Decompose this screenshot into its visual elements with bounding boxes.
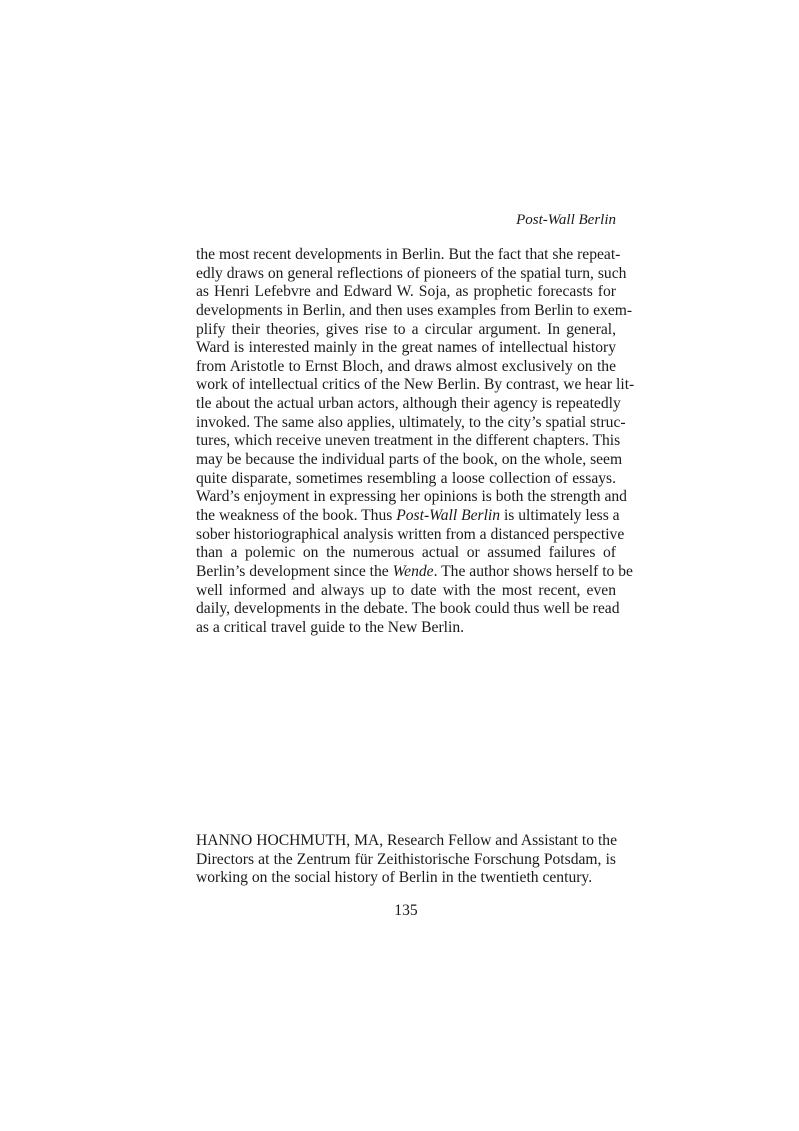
body-line [196,395,621,414]
body-line [196,339,616,358]
body-line-text: developments in Berlin, and then uses examples from Berlin to exem- [196,301,633,319]
body-line [196,544,616,563]
body-line [196,619,616,638]
body-line-text: edly draws on general reflections of pioneers of the spatial turn, such [196,264,627,282]
body-line [196,264,627,284]
body-line [196,321,616,340]
body-line-text: tures, which receive uneven treatment in the different chapters. This [196,432,621,450]
italic-title: Wende [392,562,434,580]
body-line-text: than a polemic on the numerous actual or assumed failures of [196,544,616,562]
body-line [196,525,625,545]
body-line [196,600,620,619]
body-line-text: as a critical travel guide to the New Berlin. [196,618,465,636]
body-line-text: is ultimately less a [500,506,620,524]
body-line-text: invoked. The same also applies, ultimately, to the city’s spatial struc- [196,413,626,431]
body-line-text: Berlin’s development since the [196,562,393,580]
body-line-text: . The author shows herself to be [433,562,633,580]
body-line [196,432,621,451]
body-line-text: the weakness of the book. Thus [196,506,397,524]
body-line-text: work of intellectual critics of the New Berlin. By contrast, we hear lit- [196,376,635,394]
bio-line: Directors at the Zentrum für Zeithistorische Forschung Potsdam, is [196,850,616,868]
body-line-text: Ward’s enjoyment in expressing her opinions is both the strength and [196,488,627,506]
body-line [196,582,616,601]
body-line [196,376,635,395]
body-line-text: plify their theories, gives rise to a circular argument. In general, [196,320,616,338]
body-line-text: from Aristotle to Ernst Bloch, and draws almost exclusively on the [196,357,616,375]
body-line-text: well informed and always up to date with the most recent, even [196,581,616,599]
bio-line: HANNO HOCHMUTH, MA, Research Fellow and Assistant to the [196,832,617,849]
running-head: Post-Wall Berlin [516,212,616,228]
page-number: 135 [394,902,418,919]
body-line-text: tle about the actual urban actors, although their agency is repeatedly [196,395,621,413]
body-line-text: sober historiographical analysis written from a distanced perspective [196,525,625,543]
body-line [196,413,626,433]
italic-title: Post-Wall Berlin [396,506,501,524]
body-line-text: the most recent developments in Berlin. But the fact that she repeat- [196,246,621,263]
author-bio [196,832,616,888]
body-line [196,301,633,321]
body-line [196,246,621,265]
body-line [196,470,616,489]
body-line [196,283,616,302]
body-line-text: Ward is interested mainly in the great names of intellectual history [196,339,616,357]
body-line-text: as Henri Lefebvre and Edward W. Soja, as prophetic forecasts for [196,283,616,301]
body-line [196,358,616,377]
body-line [196,506,620,526]
body-line [196,488,627,507]
body-line-text: quite disparate, sometimes resembling a loose collection of essays. [196,469,616,487]
body-line [196,562,633,582]
bio-line: working on the social history of Berlin in the twentieth century. [196,869,593,887]
body-line-text: daily, developments in the debate. The book could thus well be read [196,600,620,618]
body-line [196,451,623,470]
body-line-text: may be because the individual parts of the book, on the whole, seem [196,451,623,469]
body-paragraph [196,246,635,637]
